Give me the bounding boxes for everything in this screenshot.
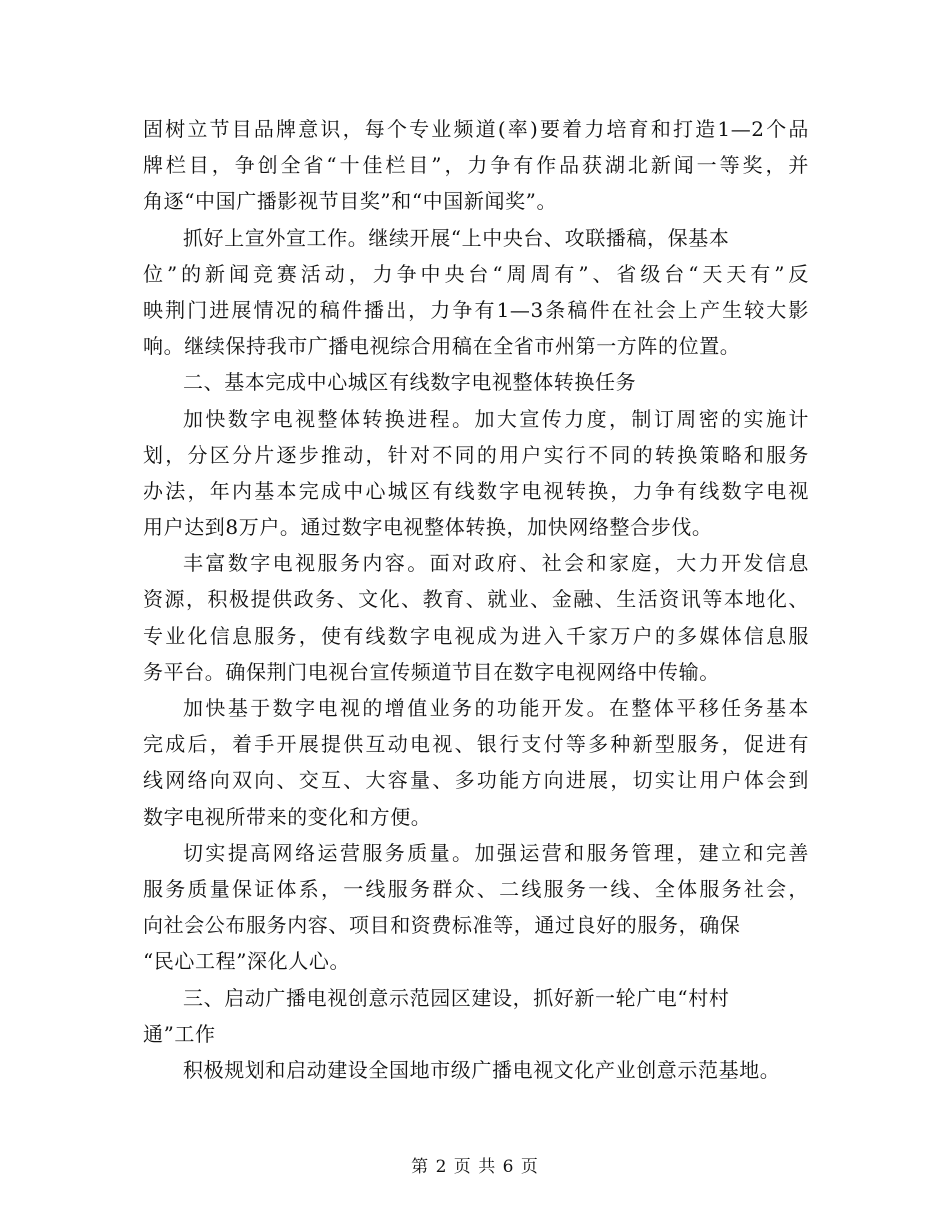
text-line: 积极规划和启动建设全国地市级广播电视文化产业创意示范基地。 <box>183 1057 781 1082</box>
text-line: 资源，积极提供政务、文化、教育、就业、金融、生活资讯等本地化、 <box>143 587 809 612</box>
text-line: 位”的新闻竞赛活动，力争中央台“周周有”、省级台“天天有”反 <box>143 261 809 286</box>
text-line: 划，分区分片逐步推动，针对不同的用户实行不同的转换策略和服务 <box>143 442 809 467</box>
text-line: 向社会公布服务内容、项目和资费标准等，通过良好的服务，确保 <box>143 913 741 938</box>
text-line: 完成后，着手开展提供互动电视、银行支付等多种新型服务，促进有 <box>143 732 809 757</box>
page-footer: 第 2 页 共 6 页 <box>411 1157 539 1177</box>
document-body <box>143 111 809 1088</box>
text-line: 线网络向双向、交互、大容量、多功能方向进展，切实让用户体会到 <box>143 768 809 793</box>
text-line: 固树立节目品牌意识，每个专业频道(率)要着力培育和打造1—2个品 <box>143 117 809 141</box>
text-line: 三、启动广播电视创意示范园区建设，抓好新一轮广电“村村 <box>183 985 730 1010</box>
text-line: 映荆门进展情况的稿件播出，力争有1—3条稿件在社会上产生较大影 <box>143 297 809 322</box>
text-line: 通”工作 <box>143 1021 216 1046</box>
text-line: 二、基本完成中心城区有线数字电视整体转换任务 <box>183 370 637 395</box>
text-line: 服务质量保证体系，一线服务群众、二线服务一线、全体服务社会， <box>143 876 809 901</box>
text-line: “民心工程”深化人心。 <box>143 949 351 974</box>
text-line: 加快数字电视整体转换进程。加大宣传力度，制订周密的实施计 <box>183 406 809 431</box>
text-line: 加快基于数字电视的增值业务的功能开发。在整体平移任务基本 <box>183 696 809 720</box>
text-line: 专业化信息服务，使有线数字电视成为进入千家万户的多媒体信息服 <box>143 623 809 648</box>
text-line: 用户达到8万户。通过数字电视整体转换，加快网络整合步伐。 <box>143 515 713 540</box>
text-line: 办法，年内基本完成中心城区有线数字电视转换，力争有线数字电视 <box>143 478 809 503</box>
text-line: 务平台。确保荆门电视台宣传频道节目在数字电视网络中传输。 <box>143 659 720 684</box>
text-line: 数字电视所带来的变化和方便。 <box>143 804 432 829</box>
text-line: 牌栏目，争创全省“十佳栏目”，力争有作品获湖北新闻一等奖，并 <box>143 153 809 178</box>
text-line: 角逐“中国广播影视节目奖”和“中国新闻奖”。 <box>143 189 558 214</box>
text-line: 抓好上宣外宣工作。继续开展“上中央台、攻联播稿，保基本 <box>183 225 730 250</box>
text-line: 切实提高网络运营服务质量。加强运营和服务管理，建立和完善 <box>183 840 809 865</box>
text-line: 响。继续保持我市广播电视综合用稿在全省市州第一方阵的位置。 <box>143 334 741 359</box>
text-line: 丰富数字电视服务内容。面对政府、社会和家庭，大力开发信息 <box>183 551 809 576</box>
